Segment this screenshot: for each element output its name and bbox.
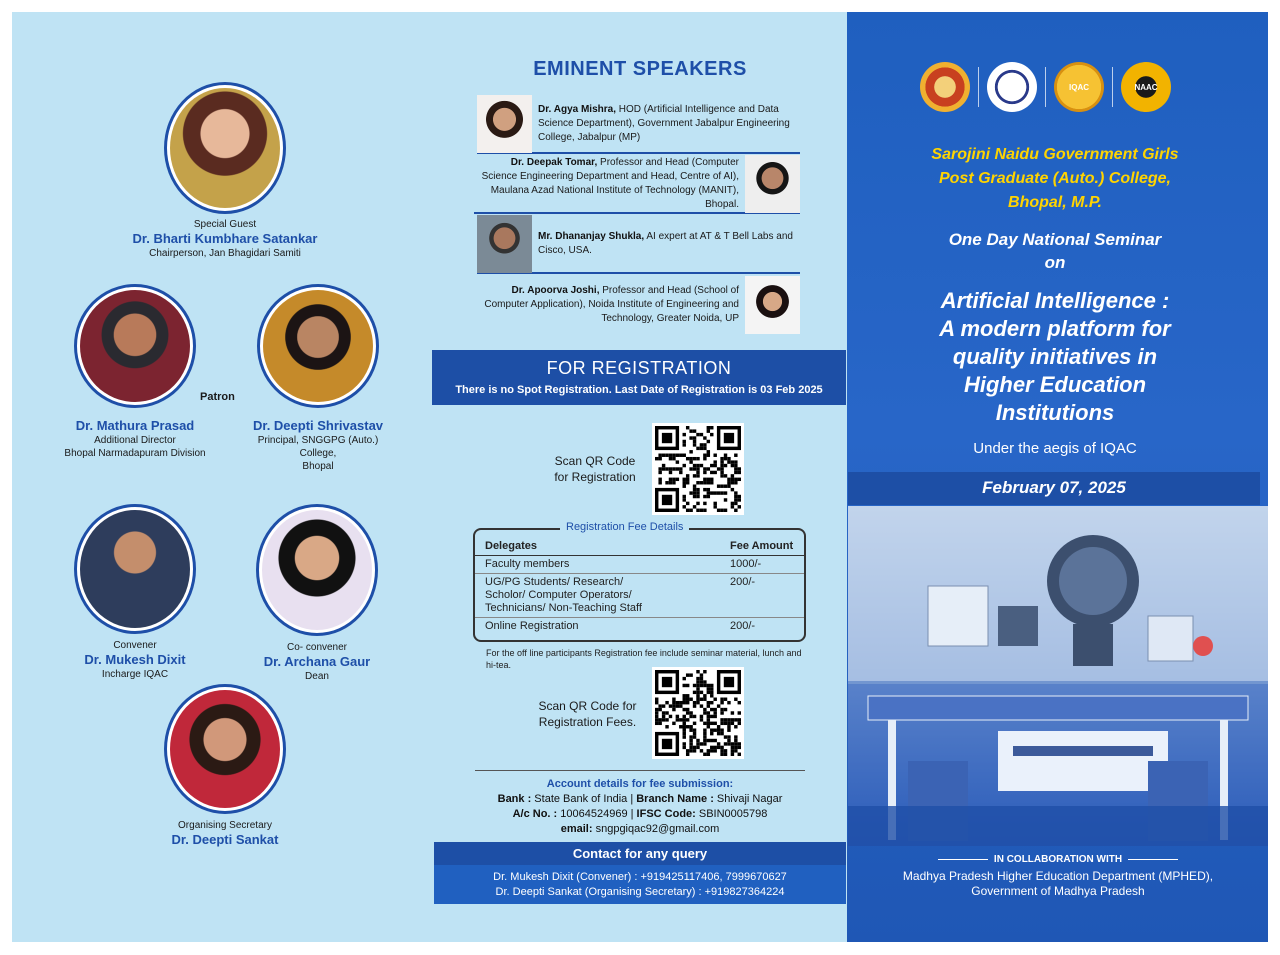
patron-2-title-1: Principal, SNGGPG (Auto.) College,: [257, 435, 379, 459]
special-guest-title: Chairperson, Jan Bhagidari Samiti: [149, 248, 301, 259]
illustration-graphic: [848, 506, 1268, 846]
speaker-3: [477, 216, 800, 274]
contact-box: [434, 842, 846, 904]
logo-separator: [978, 67, 979, 107]
email-value[interactable]: sngpgiqac92@gmail.com: [592, 823, 720, 835]
registration-qr-pattern: [655, 426, 741, 512]
fee-note: For the off line participants Registration fee include seminar material, lunch and hi-tea.: [486, 648, 802, 670]
patron-2: [238, 284, 398, 473]
registration-qr-label: [540, 453, 650, 485]
branch-label: Branch Name :: [636, 793, 714, 805]
collaboration-line-2: Government of Madhya Pradesh: [971, 884, 1145, 898]
email-label: email:: [560, 823, 593, 835]
co-convener-name: Dr. Archana Gaur: [263, 654, 371, 669]
speaker-2: [474, 156, 800, 214]
account-title: Account details for fee submission:: [546, 778, 734, 790]
ifsc-label: IFSC Code:: [636, 808, 696, 820]
collaboration-partner: [848, 869, 1268, 899]
account-bank-line: [475, 792, 805, 807]
special-guest-photo: [164, 82, 286, 214]
organising-secretary-name: Dr. Deepti Sankat: [171, 832, 279, 847]
registration-qr-code[interactable]: [652, 423, 744, 515]
acno-label: A/c No. :: [512, 808, 558, 820]
bank-value: State Bank of India |: [531, 793, 637, 805]
patron-2-title-2: Bhopal: [302, 461, 334, 472]
topic-line: quality initiatives in: [952, 344, 1158, 369]
account-details: [475, 770, 805, 837]
speaker-3-photo: [477, 215, 532, 273]
contact-line-2: Dr. Deepti Sankat (Organising Secretary) : +919827364224: [495, 886, 785, 898]
speaker-4-photo: [745, 276, 800, 334]
convener-name: Dr. Mukesh Dixit: [84, 652, 186, 667]
branch-value: Shivaji Nagar: [713, 793, 783, 805]
speaker-4-text: [474, 284, 745, 326]
college-name-line-2: Post Graduate (Auto.) College,: [938, 170, 1171, 187]
patron-1-title-1: Additional Director: [94, 435, 176, 446]
contact-title: Contact for any query: [434, 842, 846, 865]
registration-banner: [432, 350, 846, 405]
registration-subtitle: There is no Spot Registration. Last Date of Registration is 03 Feb 2025: [455, 384, 823, 396]
convener-role: Convener: [113, 640, 157, 651]
speaker-2-desc: Professor and Head (Computer Science Engineering Department and Head, Centre of AI), Maulana Azad National Institute of Technology (MANIT), Bhopal.: [481, 157, 739, 210]
registration-qr-label-line-2: for Registration: [554, 470, 636, 484]
topic-line: Artificial Intelligence :: [940, 288, 1170, 313]
speaker-4: [474, 276, 800, 334]
account-email-line: [475, 822, 805, 837]
seminar-heading: [880, 228, 1230, 274]
fee-delegate: Faculty members: [485, 558, 570, 570]
fee-delegate: Online Registration: [485, 620, 579, 632]
topic-line: Institutions: [995, 400, 1115, 425]
patron-2-name: Dr. Deepti Shrivastav: [252, 418, 384, 433]
fee-row: [475, 574, 804, 618]
seminar-line-1: One Day National Seminar: [948, 230, 1162, 249]
account-number-line: [475, 807, 805, 822]
seminar-line-2: on: [1044, 253, 1066, 272]
organising-secretary: [145, 684, 305, 848]
patron-1-title-2: Bhopal Narmadapuram Division: [64, 448, 206, 459]
topic-line: Higher Education: [963, 372, 1147, 397]
iqac-logo-text: IQAC: [1069, 82, 1089, 92]
speaker-3-name: Mr. Dhananjay Shukla,: [538, 231, 645, 242]
convener: [55, 504, 215, 681]
patron-1-name: Dr. Mathura Prasad: [75, 418, 195, 433]
convener-photo: [74, 504, 196, 634]
convener-title: Incharge IQAC: [101, 669, 169, 680]
logo-separator: [1045, 67, 1046, 107]
college-name-line-3: Bhopal, M.P.: [1008, 194, 1102, 211]
speaker-4-desc: Professor and Head (School of Computer Application), Noida Institute of Engineering and Technology, Greater Noida, UP: [484, 285, 739, 324]
special-guest-name: Dr. Bharti Kumbhare Satankar: [132, 231, 318, 246]
special-guest: [110, 82, 340, 260]
fee-table-header: [475, 530, 804, 556]
ai-and-campus-illustration: [848, 506, 1268, 846]
organising-secretary-role: Organising Secretary: [178, 820, 272, 831]
speaker-1-text: [532, 103, 800, 145]
speaker-1: [477, 96, 800, 154]
eminent-speakers-heading: EMINENT SPEAKERS: [533, 58, 747, 80]
special-guest-role: Special Guest: [193, 219, 257, 230]
iqac-logo: [1054, 62, 1104, 112]
speaker-2-text: [474, 156, 745, 212]
contact-line-1: Dr. Mukesh Dixit (Convener) : +919425117406, 7999670627: [493, 871, 787, 883]
seminar-topic: [880, 287, 1230, 427]
naac-logo: [1121, 62, 1171, 112]
patron-2-photo: [257, 284, 379, 408]
speaker-4-name: Dr. Apoorva Joshi,: [511, 285, 600, 296]
speaker-2-photo: [745, 155, 800, 213]
fee-qr-label-line-2: Registration Fees.: [538, 715, 637, 729]
fee-qr-label-line-1: Scan QR Code for: [538, 699, 637, 713]
fee-qr-code[interactable]: [652, 667, 744, 759]
speaker-1-name: Dr. Agya Mishra,: [538, 104, 616, 115]
fee-header-delegates: Delegates: [485, 540, 537, 552]
co-convener-title: Dean: [305, 671, 329, 682]
logo-row: [920, 62, 1171, 112]
collaboration-line-1: Madhya Pradesh Higher Education Department (MPHED),: [902, 869, 1214, 883]
fee-row: [475, 556, 804, 574]
bank-label: Bank :: [497, 793, 532, 805]
co-convener: [237, 504, 397, 683]
ifsc-value: SBIN0005798: [695, 808, 768, 820]
fee-amount: 200/-: [730, 576, 756, 588]
co-convener-photo: [256, 504, 378, 636]
patron-1: [55, 284, 215, 460]
speaker-3-text: [532, 230, 800, 258]
fee-header-amount: Fee Amount: [730, 540, 794, 552]
collaboration-title: IN COLLABORATION WITH: [848, 854, 1268, 865]
fee-qr-label: [530, 698, 645, 730]
speaker-2-name: Dr. Deepak Tomar,: [510, 157, 598, 168]
speaker-1-photo: [477, 95, 532, 153]
fee-table: [473, 528, 806, 642]
event-date: February 07, 2025: [848, 472, 1260, 505]
acno-value: 10064524969 |: [557, 808, 637, 820]
registration-qr-label-line-1: Scan QR Code: [554, 454, 636, 468]
organising-secretary-photo: [164, 684, 286, 814]
co-convener-role: Co- convener: [286, 642, 348, 653]
college-name-line-1: Sarojini Naidu Government Girls: [931, 146, 1179, 163]
speaker-3-desc: AI expert at AT & T Bell Labs and Cisco, USA.: [538, 231, 793, 256]
govt-emblem-logo: [920, 62, 970, 112]
fee-amount: 200/-: [730, 620, 756, 632]
topic-line: A modern platform for: [939, 316, 1171, 341]
fee-qr-pattern: [655, 670, 741, 756]
fee-amount: 1000/-: [730, 558, 762, 570]
aegis-line: Under the aegis of IQAC: [973, 440, 1137, 457]
college-name: [880, 143, 1230, 215]
patron-label: Patron: [200, 391, 235, 403]
logo-separator: [1112, 67, 1113, 107]
fee-details-title: Registration Fee Details: [560, 521, 689, 533]
registration-title: FOR REGISTRATION: [546, 358, 732, 378]
fee-row: [475, 618, 804, 635]
fee-delegate: UG/PG Students/ Research/ Scholor/ Computer Operators/ Technicians/ Non-Teaching Staff: [485, 576, 642, 614]
patron-1-photo: [74, 284, 196, 408]
naac-logo-text: NAAC: [1134, 82, 1158, 92]
speaker-1-desc: HOD (Artificial Intelligence and Data Science Department), Government Jabalpur Engineering College, Jabalpur (MP): [538, 104, 790, 143]
college-seal-logo: [987, 62, 1037, 112]
